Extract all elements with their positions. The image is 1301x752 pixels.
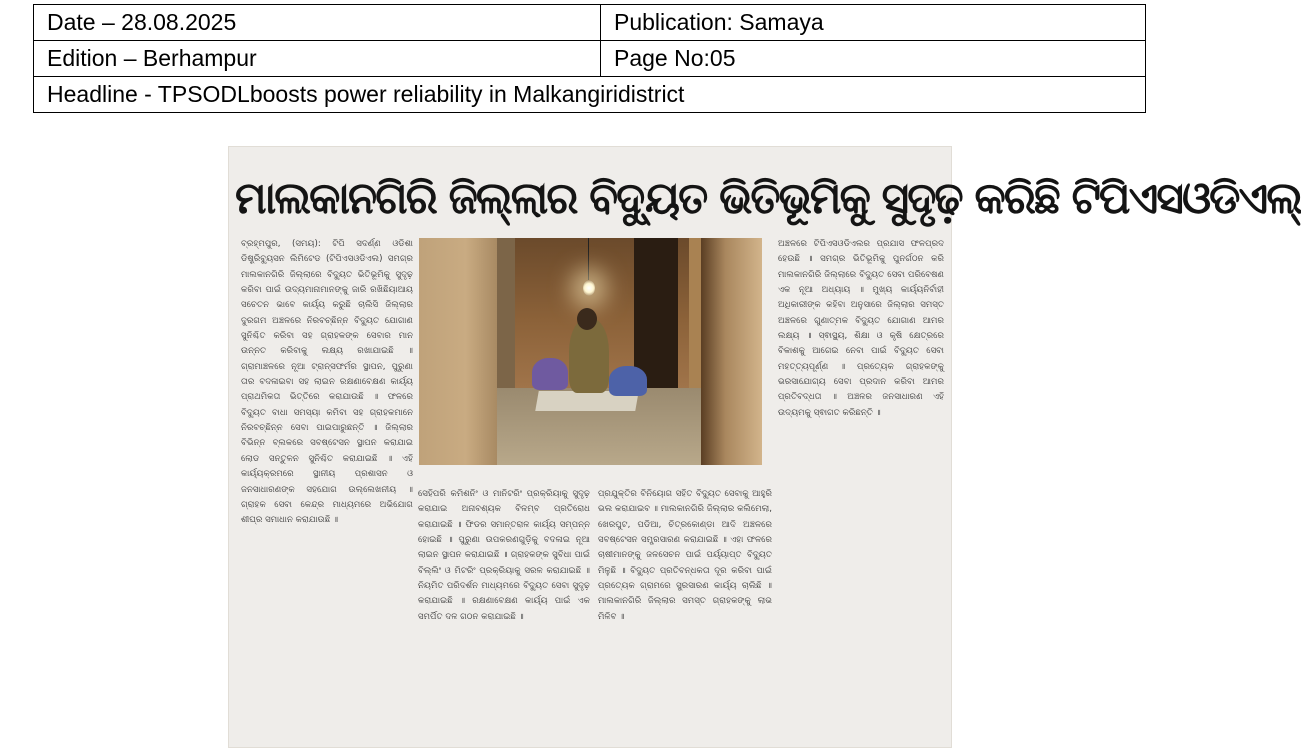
photo-wire — [588, 238, 589, 280]
photo-doorway — [634, 238, 678, 388]
light-bulb — [583, 280, 595, 296]
metadata-row — [34, 77, 1146, 113]
photo-door-frame — [701, 238, 762, 465]
photo-left-wall — [419, 238, 497, 465]
publication-cell: Publication: Samaya — [601, 5, 1146, 41]
edition-cell: Edition – Berhampur — [34, 41, 601, 77]
clipping-headline: ମାଲକାନଗିରି ଜିଲ୍ଲାର ବିଦ୍ୟୁତ ଭିତିଭୂମିକୁ ସୁଦୃଢ଼ କରିଛି ଟିପିଏସଓଡିଏଲ୍ — [235, 173, 1301, 224]
metadata-row — [34, 41, 1146, 77]
article-photo — [419, 238, 762, 465]
article-column-1: ବ୍ରହ୍ମପୁର, (ସମୟ): ଟିପି ସଦର୍ଣ୍ଣ ଓଡିଶା ଡିଷ୍ଟ୍ରିବ୍ୟୁସନ ଲିମିଟେଡ (ଟିପିଏସଓଡିଏଲ) ସମଗ୍ର ମାଲକାନଗିରି ଜିଲ୍ଲାରେ ବିଦ୍ୟୁତ ଭିତିଭୂମିକୁ ସୁଦୃଢ଼ କରିବା ପାଇଁ ଉଦ୍ୟମାନାମାନଙ୍କୁ ଜାରି ରଖିଛିୟାଆୟ ସଚେତନ ଭାବେ କାର୍ୟ୍ୟ କରୁଛି ଚାଲିସି ଜିଲ୍ଲାର ଦୁରଗମ ଅଞ୍ଚଳରେ ନିରବଚ୍ଛିନ୍ନ ବିଦ୍ୟୁତ ଯୋଗାଣ ସୁନିଶ୍ଚିତ କରିବା ସହ ଗ୍ରାହକଙ୍କ ସେବାର ମାନ ଉନ୍ନତ କରିବାକୁ ଲକ୍ଷ୍ୟ ରଖାଯାଇଛି ॥ ଗ୍ରାମାଞ୍ଚଳରେ ନୂଆ ଟ୍ରାନ୍ସଫର୍ମର ସ୍ଥାପନ, ପୁରୁଣା ତାର ବଦଳାଇବା ସହ ଲାଇନ ରକ୍ଷଣାବେକ୍ଷଣ କାର୍ୟ୍ୟ ପ୍ରାଥମିକତା ଭିତ୍ତିରେ କରାଯାଉଛି ॥ ଫଳରେ ବିଦ୍ୟୁତ ବାଧା ସମସ୍ୟା କମିବା ସହ ଗ୍ରାହକମାନେ ନିରବଚ୍ଛିନ୍ନ ସେବା ପାଇପାରୁଛନ୍ତି ॥ ଜିଲ୍ଲାର ବିଭିନ୍ନ ବ୍ଲକରେ ସବଷ୍ଟେସନ ସ୍ଥାପନ କରାଯାଇ ଲୋଡ ସନ୍ତୁଳନ ସୁନିଶ୍ଚିତ କରାଯାଇଛି ॥ ଏହି କାର୍ୟ୍ୟକ୍ରମରେ ସ୍ଥାନୀୟ ପ୍ରଶାସନ ଓ ଜନସାଧାରଣଙ୍କ ସହଯୋଗ ଉଲ୍ଲେଖନୀୟ ॥ ଗ୍ରାହକ ସେବା କେନ୍ଦ୍ର ମାଧ୍ୟମରେ ଅଭିଯୋଗ ଶୀଘ୍ର ସମାଧାନ କରାଯାଉଛି ॥ — [241, 239, 413, 526]
photo-child-right — [609, 366, 647, 396]
photo-child-left — [532, 358, 568, 390]
article-column-3: ପ୍ରଯୁକ୍ତିର ବିନିୟୋଗ ସହିତ ବିଦ୍ୟୁତ ସେବାକୁ ଆହୁରି ଭଲ କରାଯାଇବ ॥ ମାଲକାନଗିରି ଜିଲ୍ଲାର କଲିମେଲା, ଖେରପୁଟ, ପଡିଆ, ଚିତ୍ରକୋଣ୍ଡା ଆଦି ଅଞ୍ଚଳରେ ସବଷ୍ଟେସନ ସମ୍ପ୍ରସାରଣ କରାଯାଇଛି ॥ ଏହା ଫଳରେ ଚାଷୀମାନଙ୍କୁ ଜଳସେଚନ ପାଇଁ ପର୍ୟ୍ୟାପ୍ତ ବିଦ୍ୟୁତ ମିଳୁଛି ॥ ବିଦ୍ୟୁତ ପ୍ରତିବନ୍ଧକତା ଦୂର କରିବା ପାଇଁ ପ୍ରତ୍ୟେକ ଗ୍ରାମରେ ସ୍ପ୍ରସାରଣ କାର୍ୟ୍ୟ ଚାଲିଛି ॥ ମାଲକାନଗିରି ଜିଲ୍ଲାର ସମସ୍ତ ଗ୍ରାହକଙ୍କୁ ଲାଭ ମିଳିବ ॥ — [598, 489, 772, 622]
metadata-table — [33, 4, 1146, 113]
article-column-2: ସେହିପରି କମିଶନିଂ ଓ ମାନିଟରିଂ ପ୍ରକ୍ରିୟାକୁ ସୁଦୃଢ଼ କରାଯାଇ ଅନାବଶ୍ୟକ ବିଳମ୍ବ ପ୍ରତିରୋଧ କରାଯାଇଛି ॥ ଫିଡର ସମାନ୍ତରାଳ କାର୍ୟ୍ୟ ସମ୍ପନ୍ନ ହୋଇଛି ॥ ପୁରୁଣା ଉପକରଣଗୁଡ଼ିକୁ ବଦଳାଇ ନୂଆ ଲାଇନ ସ୍ଥାପନ କରାଯାଇଛି ॥ ଗ୍ରାହକଙ୍କ ସୁବିଧା ପାଇଁ ବିଲ୍ଲିଂ ଓ ମିଟରିଂ ପ୍ରକ୍ରିୟାକୁ ସରଳ କରାଯାଇଛି ॥ ନିୟମିତ ପରିଦର୍ଶନ ମାଧ୍ୟମରେ ବିଦ୍ୟୁତ ସେବା ସୁଦୃଢ଼ କରାଯାଇଛି ॥ ରକ୍ଷଣାବେକ୍ଷଣ କାର୍ୟ୍ୟ ପାଇଁ ଏକ ସମର୍ପିତ ଦଳ ଗଠନ କରାଯାଇଛି ॥ — [418, 489, 590, 622]
article-column-4: ଅଞ୍ଚଳରେ ଟିପିଏସଓଡିଏଲର ପ୍ରଯାସ ଫଳପ୍ରଦ ହେଉଛି ॥ ସମଗ୍ର ଭିତିଭୂମିକୁ ପୁନର୍ଗଠନ କରି ମାଲକାନଗିରି ଜିଲ୍ଲାରେ ବିଦ୍ୟୁତ ସେବା ପରିବେଷଣ ଏକ ନୂଆ ଅଧ୍ୟାୟ ॥ ମୁଖ୍ୟ କାର୍ୟ୍ୟନିର୍ବାହୀ ଅଧିକାରୀଙ୍କ କହିବା ଅନୁସାରେ ଜିଲ୍ଲାର ସମସ୍ତ ଅଞ୍ଚଳରେ ଗୁଣାତ୍ମକ ବିଦ୍ୟୁତ ଯୋଗାଣ ଆମର ଲକ୍ଷ୍ୟ ॥ ସ୍ଵାସ୍ଥ୍ୟ, ଶିକ୍ଷା ଓ କୃଷି କ୍ଷେତ୍ରରେ ବିକାଶକୁ ଆଗେଇ ନେବା ପାଇଁ ବିଦ୍ୟୁତ ସେବା ମହତ୍ତ୍ୟପୂର୍ଣ୍ଣ ॥ ପ୍ରତ୍ୟେକ ଗ୍ରାହକଙ୍କୁ ଭରସାଯୋଗ୍ୟ ସେବା ପ୍ରଦାନ କରିବା ଆମର ପ୍ରତିବଦ୍ଧତା ॥ ଅଞ୍ଚଳର ଜନସାଧାରଣ ଏହି ଉଦ୍ୟମକୁ ସ୍ଵାଗତ କରିଛନ୍ତି ॥ — [778, 239, 944, 418]
headline-cell: Headline - TPSODLboosts power reliability in Malkangiridistrict — [34, 77, 1146, 113]
photo-woman-head — [577, 308, 597, 330]
newspaper-clipping — [229, 147, 1301, 747]
page-number-cell: Page No:05 — [601, 41, 1146, 77]
date-cell: Date – 28.08.2025 — [34, 5, 601, 41]
metadata-row — [34, 5, 1146, 41]
